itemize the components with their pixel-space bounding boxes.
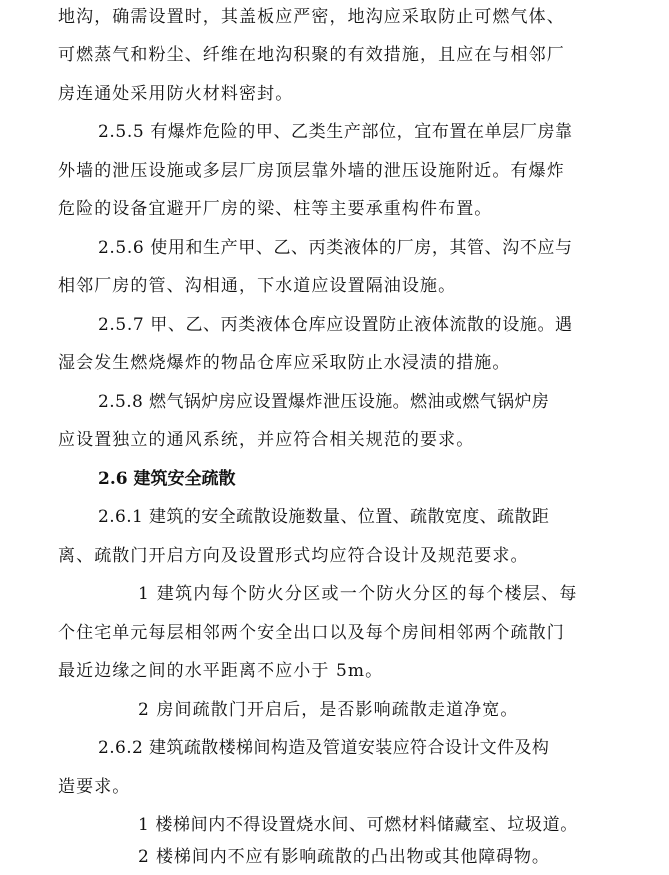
text-line-12: 应设置独立的通风系统，并应符合相关规范的要求。 (58, 430, 475, 450)
text-line-17: 个住宅单元每层相邻两个安全出口以及每个房间相邻两个疏散门 (58, 623, 565, 643)
text-line-18: 最近边缘之间的水平距离不应小于 5m。 (58, 661, 384, 681)
text-line-1: 地沟，确需设置时，其盖板应严密，地沟应采取防止可燃气体、 (58, 7, 565, 27)
text-line-6: 危险的设备宜避开厂房的梁、柱等主要承重构件布置。 (58, 199, 493, 219)
clause-2-6-1: 2.6.1 建筑的安全疏散设施数量、位置、疏散宽度、疏散距 (98, 507, 550, 527)
item-1-stairwell: 1 楼梯间内不得设置烧水间、可燃材料储藏室、垃圾道。 (138, 815, 578, 835)
clause-2-5-7: 2.5.7 甲、乙、丙类液体仓库应设置防止液体流散的设施。遇 (98, 315, 573, 335)
item-2-door-opening: 2 房间疏散门开启后，是否影响疏散走道净宽。 (138, 700, 519, 720)
text-line-21: 造要求。 (58, 777, 131, 797)
text-line-10: 湿会发生燃烧爆炸的物品仓库应采取防止水浸渍的措施。 (58, 353, 511, 373)
text-line-8: 相邻厂房的管、沟相通，下水道应设置隔油设施。 (58, 276, 457, 296)
clause-2-5-8: 2.5.8 燃气锅炉房应设置爆炸泄压设施。燃油或燃气锅炉房 (98, 392, 550, 412)
text-line-2: 可燃蒸气和粉尘、纤维在地沟积聚的有效措施，且应在与相邻厂 (58, 45, 565, 65)
clause-2-5-5: 2.5.5 有爆炸危险的甲、乙类生产部位，宜布置在单层厂房靠 (98, 122, 573, 142)
text-line-3: 房连通处采用防火材料密封。 (58, 84, 294, 104)
clause-2-6-2: 2.6.2 建筑疏散楼梯间构造及管道安装应符合设计文件及构 (98, 738, 550, 758)
clause-2-5-6: 2.5.6 使用和生产甲、乙、丙类液体的厂房，其管、沟不应与 (98, 238, 573, 258)
text-line-15: 离、疏散门开启方向及设置形式均应符合设计及规范要求。 (58, 546, 529, 566)
section-heading-2-6: 2.6 建筑安全疏散 (98, 469, 236, 489)
item-1-fire-compartment: 1 建筑内每个防火分区或一个防火分区的每个楼层、每 (138, 584, 578, 604)
text-line-5: 外墙的泄压设施或多层厂房顶层靠外墙的泄压设施附近。有爆炸 (58, 161, 565, 181)
item-2-stairwell: 2 楼梯间内不应有影响疏散的凸出物或其他障碍物。 (138, 847, 550, 867)
